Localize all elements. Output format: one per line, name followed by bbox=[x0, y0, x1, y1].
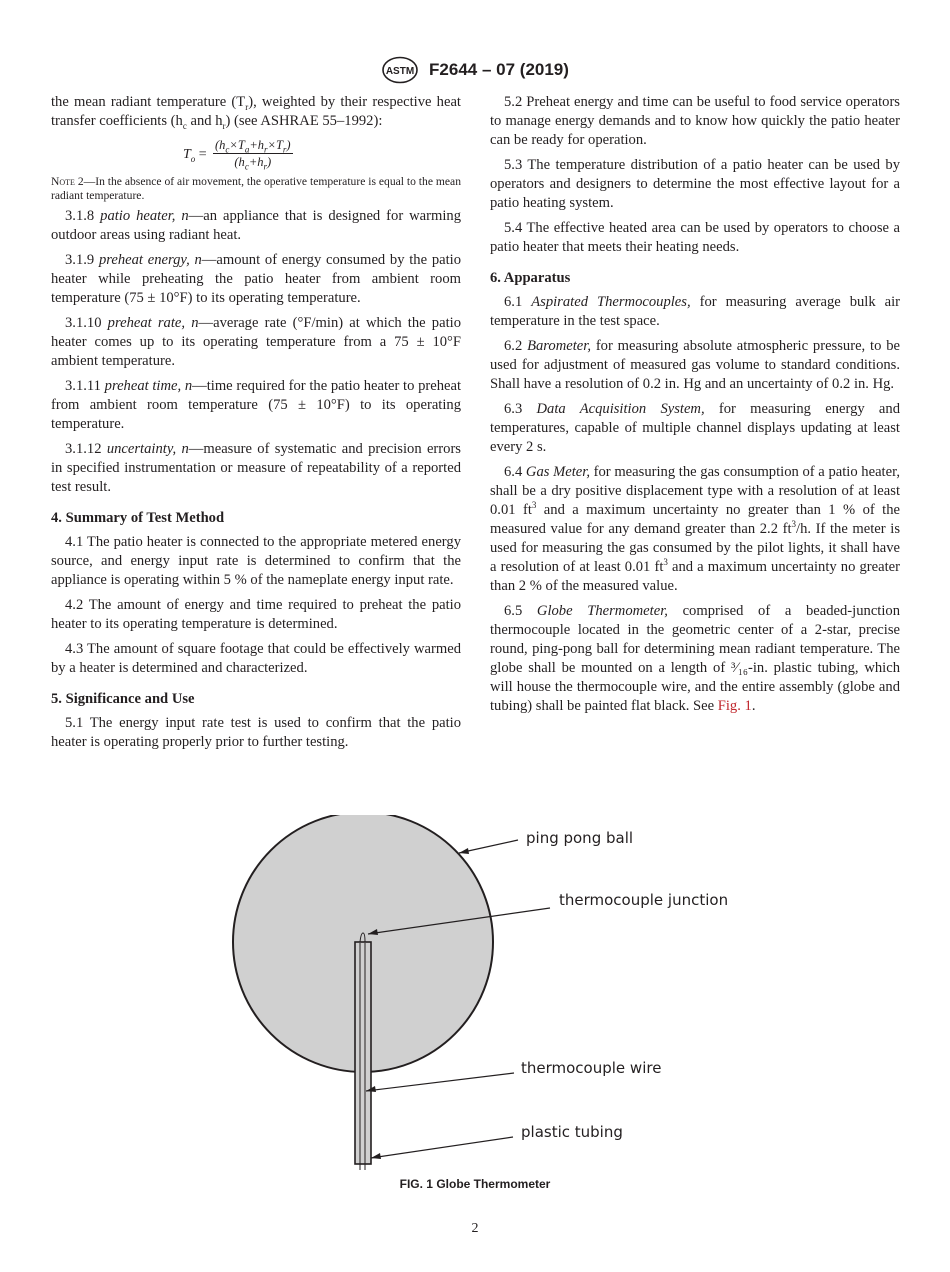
operative-temperature-formula: $T_o$ = $\frac{(h_c\times T_a+h_r\times T_r)}{(h_c+h_r)}$ bbox=[183, 138, 291, 172]
astm-logo-icon bbox=[381, 56, 419, 84]
paragraph-6-2: 6.2 Barometer, for measuring absolute atmospheric pressure, to be used for adjustment of measured gas volume to standard conditions. Shall have a resolution of 0.2 in. Hg and an uncertainty of 0.2 in. Hg. bbox=[490, 338, 900, 392]
paragraph-6-4: 6.4 Gas Meter, for measuring the gas consumption of a patio heater, shall be a dry positive displacement type with a resolution of at least 0.01 $ft^3$ and a maximum uncertainty no greater than 1 % of the measured value for any demand greater than 2.2 $ft^3/h$. If the meter is used for measuring the gas consumed by the pilot lights, it shall have a resolution of at least 0.01 $ft^3$ and a maximum uncertainty no greater than 2 % of the measured value. bbox=[490, 464, 900, 594]
note-2: Note 2—In the absence of air movement, the operative temperature is equal to the mean radiant temperature. bbox=[51, 175, 461, 202]
paragraph-6-3: 6.3 Data Acquisition System, for measuring energy and temperatures, capable of multiple channel displays updating at least every 2 s. bbox=[490, 401, 901, 455]
page-header bbox=[0, 56, 950, 84]
definition-3-1-10: 3.1.10 preheat rate, n—average rate (°F/min) at which the patio heater comes up to its operating temperature from a 75 ± 10°F ambient temperature. bbox=[51, 315, 461, 369]
paragraph-5-1: 5.1 The energy input rate test is used to confirm that the patio heater is operating properly prior to further testing. bbox=[51, 715, 461, 750]
section-6-heading: 6. Apparatus bbox=[490, 270, 571, 286]
paragraph-5-3: 5.3 The temperature distribution of a patio heater can be used by operators and designers to determine the most effective layout for a patio heating system. bbox=[490, 157, 900, 211]
paragraph-4-3: 4.3 The amount of square footage that could be effectively warmed by a heater is determined and characterized. bbox=[51, 641, 461, 676]
globe-thermometer-figure bbox=[230, 815, 730, 1175]
left-column bbox=[51, 93, 461, 758]
figure-caption: FIG. 1 Globe Thermometer bbox=[399, 1177, 551, 1191]
plastic-tubing bbox=[355, 942, 371, 1164]
paragraph-5-2: 5.2 Preheat energy and time can be useful to food service operators to manage energy demands and to know how quickly the patio heater can be ready for operation. bbox=[490, 94, 900, 148]
label-plastic-tubing: plastic tubing bbox=[521, 1123, 623, 1141]
definition-3-1-12: 3.1.12 uncertainty, n—measure of systematic and precision errors in specified instrumentation or measure of repeatability of a reported test result. bbox=[51, 441, 461, 495]
definition-3-1-8: 3.1.8 patio heater, n—an appliance that is designed for warming outdoor areas using radiant heat. bbox=[51, 208, 462, 243]
paragraph-5-4: 5.4 The effective heated area can be used by operators to choose a patio heater that meets their heating needs. bbox=[490, 220, 900, 255]
right-column bbox=[490, 93, 900, 722]
label-thermocouple-junction: thermocouple junction bbox=[559, 891, 729, 909]
svg-text:ASTM: ASTM bbox=[385, 66, 415, 77]
paragraph-6-5: 6.5 Globe Thermometer, comprised of a beaded-junction thermocouple located in the geometric center of a 2-star, precise round, ping-pong ball for determining mean radiant temperature. The globe shall be mounted on a length of ³⁄₁₆-in. plastic tubing, which will house the thermocouple wire, and the entire assembly (globe and tubing) shall be painted flat black. See Fig. 1. bbox=[490, 603, 900, 714]
definition-3-1-9: 3.1.9 preheat energy, n—amount of energy consumed by the patio heater while preheating the patio heater from ambient room temperature (75 ± 10°F) to its operating temperature. bbox=[51, 252, 461, 306]
definition-3-1-11: 3.1.11 preheat time, n—time required for the patio heater to preheat from ambient room temperature (75 ± 10°F) to its operating temperature. bbox=[51, 378, 462, 432]
fig-1-link[interactable]: Fig. 1 bbox=[717, 698, 752, 714]
standard-designation: F2644 – 07 (2019) bbox=[429, 60, 569, 79]
section-5-heading: 5. Significance and Use bbox=[51, 691, 195, 707]
paragraph-6-1: 6.1 Aspirated Thermocouples, for measuring average bulk air temperature in the test space. bbox=[490, 294, 901, 329]
label-thermocouple-wire: thermocouple wire bbox=[521, 1059, 662, 1077]
label-ping-pong-ball: ping pong ball bbox=[526, 829, 634, 847]
page-number: 2 bbox=[471, 1221, 479, 1236]
intro-paragraph: the mean radiant temperature $(T_r)$, weighted by their respective heat transfer coefficients ($h_c$ and $h_r$) (see ASHRAE 55–1992): bbox=[51, 94, 461, 131]
paragraph-4-1: 4.1 The patio heater is connected to the appropriate metered energy source, and energy input rate is determined to confirm that the appliance is operating within 5 % of the nameplate energy input rate. bbox=[51, 534, 461, 588]
section-4-heading: 4. Summary of Test Method bbox=[51, 510, 225, 526]
paragraph-4-2: 4.2 The amount of energy and time required to preheat the patio heater to its operating temperature is determined. bbox=[51, 597, 461, 632]
